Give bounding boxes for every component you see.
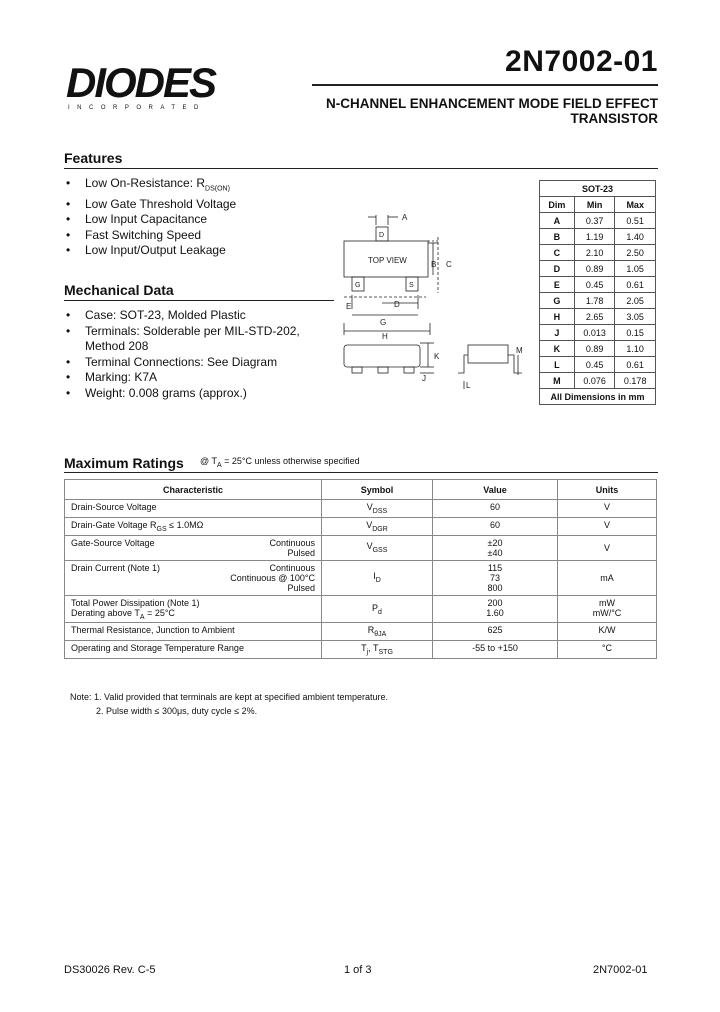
table-row: G 1.78 2.05 xyxy=(540,293,656,309)
dim-j-label: J xyxy=(422,374,426,383)
list-item: • Case: SOT-23, Molded Plastic xyxy=(66,308,246,322)
ratings-heading: Maximum Ratings xyxy=(64,455,184,471)
note-2: 2. Pulse width ≤ 300μs, duty cycle ≤ 2%. xyxy=(96,706,258,716)
svg-text:INCORPORATED: INCORPORATED xyxy=(68,105,206,111)
dim-e-label: E xyxy=(346,302,352,311)
list-item: • Low Input/Output Leakage xyxy=(66,243,226,258)
table-row: B 1.19 1.40 xyxy=(540,229,656,245)
title-line-2: TRANSISTOR xyxy=(570,111,658,126)
dim-c-label: C xyxy=(446,260,452,269)
list-item: • Weight: 0.008 grams (approx.) xyxy=(66,385,247,400)
table-row: J 0.013 0.15 xyxy=(540,325,656,341)
table-row: E 0.45 0.61 xyxy=(540,277,656,293)
footer-part-number: 2N7002-01 xyxy=(593,964,648,976)
footer-page-number: 1 of 3 xyxy=(344,964,372,976)
table-header: Min xyxy=(574,197,615,213)
table-row: Drain-Gate Voltage $R_{GS} \le 1.0M\Omega$ $V_{DGR}$ 60 V xyxy=(65,517,657,535)
table-header: Characteristic xyxy=(65,480,322,500)
dim-d-label: D xyxy=(394,300,400,309)
table-row: C 2.10 2.50 xyxy=(540,245,656,261)
table-row: Gate-Source Voltage Continuous Pulsed $V_{GSS}$ ±20 ±40 V xyxy=(65,535,657,560)
part-number: 2N7002-01 xyxy=(505,45,658,78)
list-item: • Low Input Capacitance xyxy=(66,212,208,227)
table-header: Dim xyxy=(540,197,575,213)
list-item: • Marking: K7A xyxy=(66,370,158,384)
table-header: Value xyxy=(433,480,558,500)
table-header: Max xyxy=(615,197,656,213)
table-row: D 0.89 1.05 xyxy=(540,261,656,277)
features-list xyxy=(64,176,236,259)
dim-l-label: L xyxy=(466,381,471,390)
diodes-logo xyxy=(66,63,226,111)
package-name: SOT-23 xyxy=(540,181,656,197)
top-view-label: TOP VIEW xyxy=(368,256,407,265)
sot23-package-diagram xyxy=(338,205,536,395)
table-header: Units xyxy=(558,480,657,500)
title-rule xyxy=(312,84,658,86)
mechanical-heading: Mechanical Data xyxy=(64,282,174,298)
mechanical-list xyxy=(64,308,300,401)
table-row: M 0.076 0.178 xyxy=(540,373,656,389)
table-row: K 0.89 1.10 xyxy=(540,341,656,357)
table-row: H 2.65 3.05 xyxy=(540,309,656,325)
table-row: L 0.45 0.61 xyxy=(540,357,656,373)
list-item: • Fast Switching Speed xyxy=(66,227,202,242)
note-1: Note: 1. Valid provided that terminals are kept at specified ambient temperature. xyxy=(70,692,389,702)
dim-g-label: G xyxy=(380,318,387,327)
mechanical-rule xyxy=(64,300,334,301)
list-item: • Low Gate Threshold Voltage xyxy=(66,196,237,211)
dim-a-label: A xyxy=(402,213,408,222)
dim-h-label: H xyxy=(382,332,388,341)
footer-doc-number: DS30026 Rev. C-5 xyxy=(64,964,156,976)
dim-m-label: M xyxy=(516,346,523,355)
dimensions-table xyxy=(539,180,656,405)
svg-text:DIODES: DIODES xyxy=(66,63,216,106)
maximum-ratings-table xyxy=(64,479,657,659)
features-heading: Features xyxy=(64,150,123,166)
table-row: Thermal Resistance, Junction to Ambient $R_{\theta JA}$ 625 K/W xyxy=(65,623,657,641)
table-row: Drain Current (Note 1) Continuous Continuous @ 100°C Pulsed $I_D$ 115 73 800 mA xyxy=(65,560,657,595)
dim-b-label: B xyxy=(431,260,437,269)
features-rule xyxy=(64,168,658,169)
list-item: • Terminal Connections: See Diagram xyxy=(66,354,278,369)
table-row: Total Power Dissipation (Note 1) Derating above $T_A = 25^\circ C$ $P_d$ 200 1.60 mW mW/°C xyxy=(65,595,657,623)
table-row: Operating and Storage Temperature Range $T_j$, $T_{STG}$ -55 to +150 °C xyxy=(65,641,657,659)
table-header: Symbol xyxy=(322,480,433,500)
pin-d-label: D xyxy=(379,232,385,239)
pin-g-label: G xyxy=(355,282,361,289)
table-row: A 0.37 0.51 xyxy=(540,213,656,229)
list-item: • Terminals: Solderable per MIL-STD-202, Method 208 xyxy=(66,323,300,353)
table-row: Drain-Source Voltage $V_{DSS}$ 60 V xyxy=(65,500,657,518)
dim-k-label: K xyxy=(434,352,440,361)
pin-s-label: S xyxy=(409,282,414,289)
dims-footer: All Dimensions in mm xyxy=(540,389,656,405)
title-line-1: N-CHANNEL ENHANCEMENT MODE FIELD EFFECT xyxy=(326,96,658,111)
ratings-condition: @ $T_A = 25^\circ C$ unless otherwise specified xyxy=(200,456,360,469)
ratings-rule xyxy=(64,472,658,473)
list-item: • Low On-Resistance: $R_{DS(ON)}$ xyxy=(66,176,230,193)
